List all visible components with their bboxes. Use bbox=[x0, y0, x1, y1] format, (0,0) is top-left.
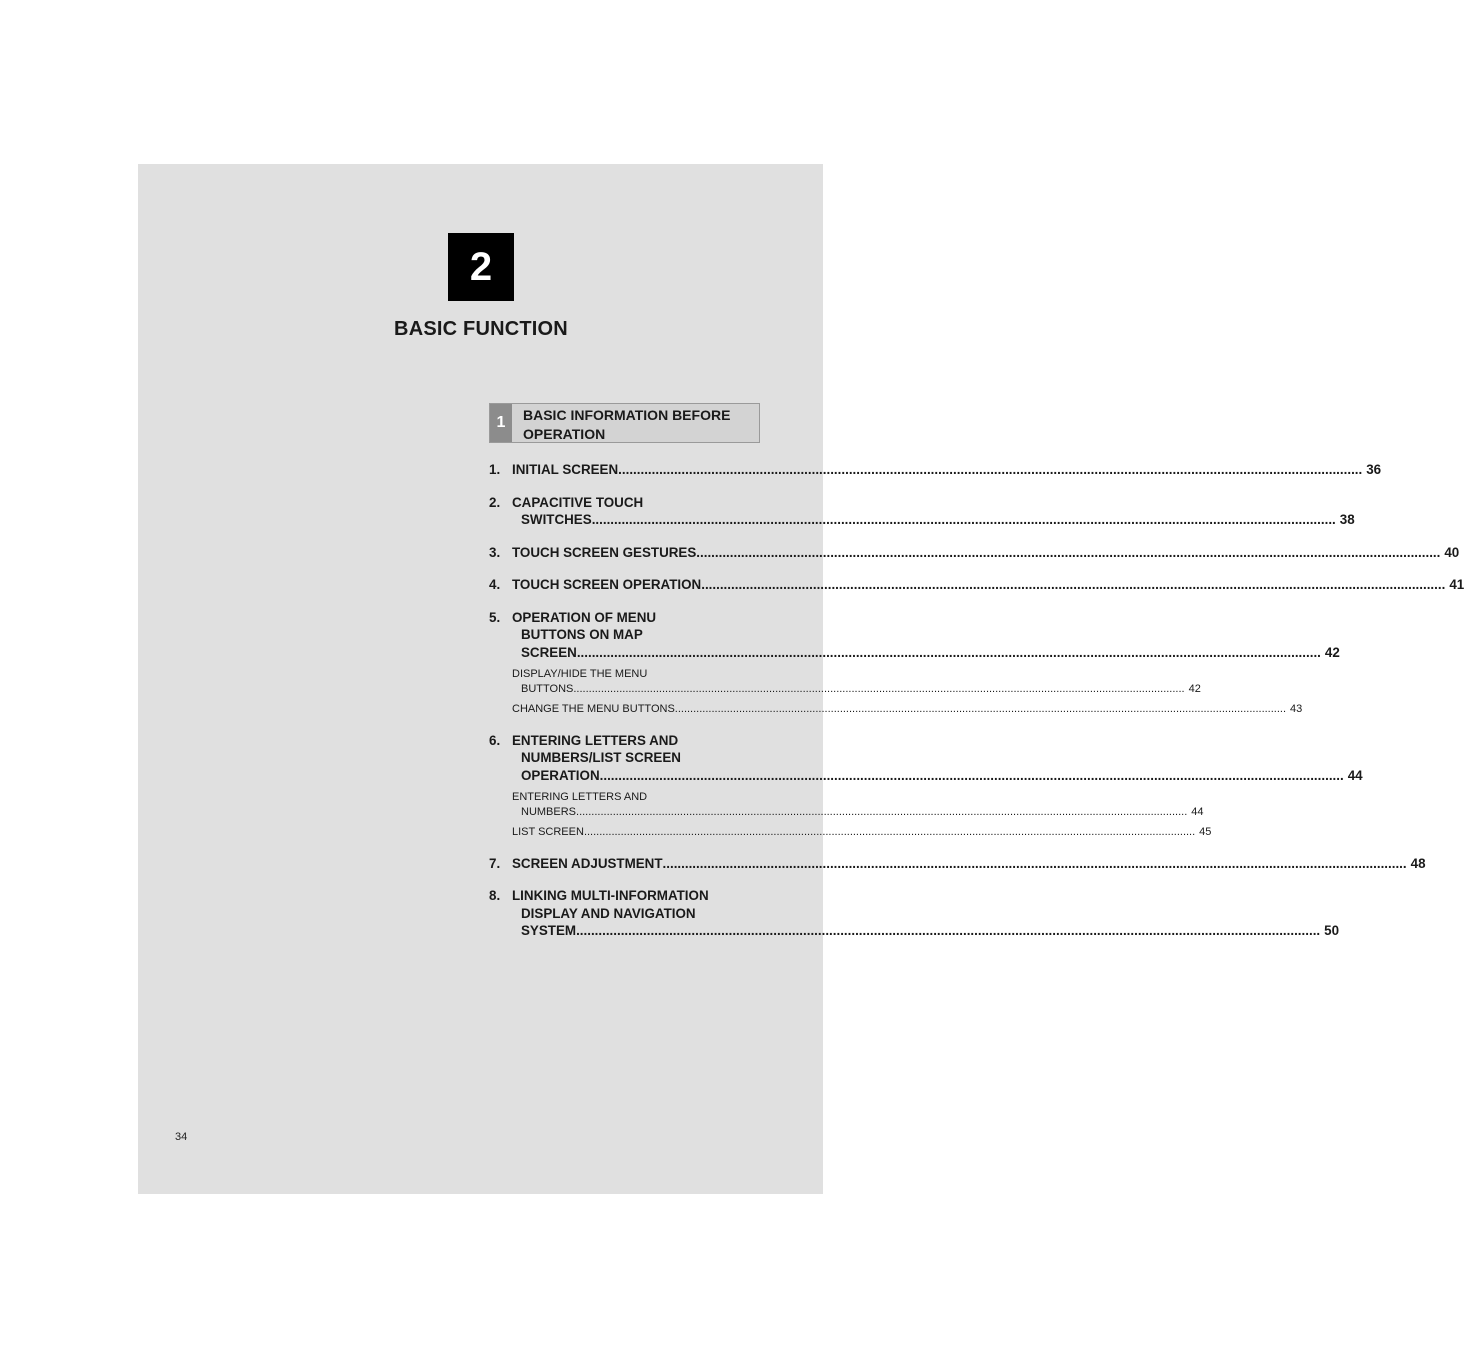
toc-entry-text: LINKING MULTI-INFORMATION bbox=[512, 888, 709, 903]
sub-entry-page: 44 bbox=[1191, 805, 1204, 818]
toc-entry-number: 8. bbox=[489, 888, 501, 903]
toc-entry-line bbox=[512, 494, 760, 512]
leader-dots: ........................................................................................................................................................................................................ bbox=[696, 544, 1441, 560]
toc-entry[interactable] bbox=[489, 732, 1363, 840]
toc-entry-page: 41 bbox=[1449, 577, 1464, 592]
toc-entry-text: NUMBERS/LIST SCREEN bbox=[521, 750, 681, 765]
toc-entry-number: 7. bbox=[489, 855, 501, 871]
toc-sub-entry[interactable] bbox=[512, 702, 1303, 717]
toc-entry[interactable] bbox=[489, 609, 1340, 717]
toc-entry-text: SWITCHES bbox=[521, 512, 592, 527]
toc-entry-body bbox=[512, 609, 1340, 662]
sub-entry-page: 43 bbox=[1290, 703, 1303, 715]
leader-dots: ........................................................................................................................................................................................................ bbox=[576, 923, 1321, 938]
sub-entry-text: ENTERING LETTERS AND bbox=[512, 791, 648, 803]
toc-entry-line bbox=[512, 922, 1340, 940]
toc-entry-text: INITIAL SCREEN bbox=[512, 462, 619, 477]
toc-entry-line bbox=[512, 609, 760, 627]
toc-sub-entries bbox=[489, 790, 1212, 840]
toc-sub-entry[interactable] bbox=[512, 667, 1201, 696]
toc-entry[interactable] bbox=[489, 461, 1382, 479]
leader-dots: ........................................................................................................................................................................................................ bbox=[701, 577, 1446, 592]
sub-entry-text: LIST SCREEN bbox=[512, 826, 584, 838]
toc-entry-number: 5. bbox=[489, 609, 501, 625]
chapter-title: BASIC FUNCTION bbox=[394, 318, 568, 340]
sub-entry-page: 45 bbox=[1199, 826, 1212, 838]
toc-entry-page: 36 bbox=[1366, 462, 1382, 477]
toc-entry-line bbox=[512, 644, 1340, 662]
toc-entry-body bbox=[512, 544, 1460, 562]
toc-entry-page: 48 bbox=[1410, 855, 1426, 871]
toc-entry-line bbox=[512, 544, 1460, 562]
toc-entry[interactable] bbox=[489, 494, 1355, 529]
toc-entry-text: TOUCH SCREEN GESTURES bbox=[512, 544, 697, 560]
toc-entry-line bbox=[512, 511, 1355, 529]
toc-entry-number: 3. bbox=[489, 544, 501, 560]
chapter-number-badge: 2 bbox=[448, 233, 514, 301]
toc-entry-body bbox=[512, 576, 1464, 594]
toc-entry-body bbox=[512, 732, 1363, 785]
toc-entry-number: 6. bbox=[489, 732, 501, 748]
sub-entry-line bbox=[512, 667, 760, 682]
toc-entry-text: BUTTONS ON MAP bbox=[521, 627, 643, 642]
toc-entry[interactable] bbox=[489, 544, 1460, 562]
leader-dots: ........................................................................................................................................................................................................ bbox=[576, 644, 1321, 660]
toc-entry-page: 50 bbox=[1324, 923, 1340, 938]
toc-entry-text: CAPACITIVE TOUCH bbox=[512, 494, 644, 510]
toc-entry-number: 2. bbox=[489, 494, 501, 510]
toc-entry-line bbox=[512, 732, 760, 750]
toc-entry-page: 42 bbox=[1324, 644, 1340, 660]
toc-entry-text: SCREEN ADJUSTMENT bbox=[512, 855, 663, 871]
sub-entry-line bbox=[512, 702, 1303, 717]
sub-entry-line bbox=[512, 805, 1204, 820]
toc-entry-line bbox=[512, 749, 760, 767]
toc-sub-entry[interactable] bbox=[512, 790, 1204, 819]
sub-entry-line bbox=[512, 825, 1212, 840]
toc-entry-text: TOUCH SCREEN OPERATION bbox=[512, 577, 702, 592]
toc-entry-text: SYSTEM bbox=[521, 923, 577, 938]
toc-entry-number: 4. bbox=[489, 577, 501, 592]
toc-entry-page: 40 bbox=[1444, 544, 1460, 560]
toc-entry-line bbox=[512, 626, 760, 644]
section-header bbox=[489, 403, 760, 443]
toc-entry-body bbox=[512, 461, 1382, 479]
table-of-contents bbox=[489, 461, 1464, 955]
sub-entry-page: 42 bbox=[1188, 682, 1201, 695]
toc-entry-body bbox=[512, 494, 1355, 529]
sub-entry-line bbox=[512, 790, 760, 805]
leader-dots: ........................................................................................................................................................................................................ bbox=[573, 682, 1185, 695]
toc-entry-line bbox=[512, 905, 760, 923]
toc-entry-line bbox=[512, 887, 760, 905]
toc-entry-text: ENTERING LETTERS AND bbox=[512, 732, 679, 748]
sub-entry-text: DISPLAY/HIDE THE MENU bbox=[512, 668, 648, 680]
toc-entry-body bbox=[512, 855, 1426, 873]
sub-entry-text: NUMBERS bbox=[521, 805, 577, 818]
leader-dots: ........................................................................................................................................................................................................ bbox=[591, 512, 1336, 527]
leader-dots: ........................................................................................................................................................................................................ bbox=[674, 703, 1287, 715]
toc-entry-page: 44 bbox=[1347, 767, 1363, 783]
toc-entry-body bbox=[512, 887, 1340, 940]
toc-entry-line bbox=[512, 461, 1382, 479]
leader-dots: ........................................................................................................................................................................................................ bbox=[583, 826, 1196, 838]
sub-entry-text: CHANGE THE MENU BUTTONS bbox=[512, 703, 675, 715]
toc-entry-line bbox=[512, 576, 1464, 594]
toc-entry-number: 1. bbox=[489, 462, 501, 477]
toc-entry[interactable] bbox=[489, 855, 1426, 873]
toc-entry-text: DISPLAY AND NAVIGATION bbox=[521, 905, 696, 921]
toc-entry-line bbox=[512, 855, 1426, 873]
section-title: BASIC INFORMATION BEFORE OPERATION bbox=[523, 407, 731, 442]
leader-dots: ........................................................................................................................................................................................................ bbox=[618, 462, 1363, 477]
leader-dots: ........................................................................................................................................................................................................ bbox=[599, 767, 1344, 783]
leader-dots: ........................................................................................................................................................................................................ bbox=[662, 855, 1407, 871]
toc-sub-entries bbox=[489, 667, 1303, 717]
toc-entry[interactable] bbox=[489, 887, 1340, 940]
toc-entry-page: 38 bbox=[1339, 512, 1355, 527]
toc-entry[interactable] bbox=[489, 576, 1464, 594]
sub-entry-line bbox=[512, 682, 1201, 697]
toc-entry-text: OPERATION bbox=[521, 767, 600, 783]
sub-entry-text: BUTTONS bbox=[521, 682, 574, 695]
toc-entry-text: OPERATION OF MENU bbox=[512, 609, 657, 625]
section-number-badge: 1 bbox=[490, 404, 512, 442]
toc-sub-entry[interactable] bbox=[512, 825, 1212, 840]
leader-dots: ........................................................................................................................................................................................................ bbox=[576, 805, 1188, 818]
toc-entry-text: SCREEN bbox=[521, 644, 577, 660]
toc-entry-line bbox=[512, 767, 1363, 785]
page-number: 34 bbox=[175, 1131, 188, 1143]
